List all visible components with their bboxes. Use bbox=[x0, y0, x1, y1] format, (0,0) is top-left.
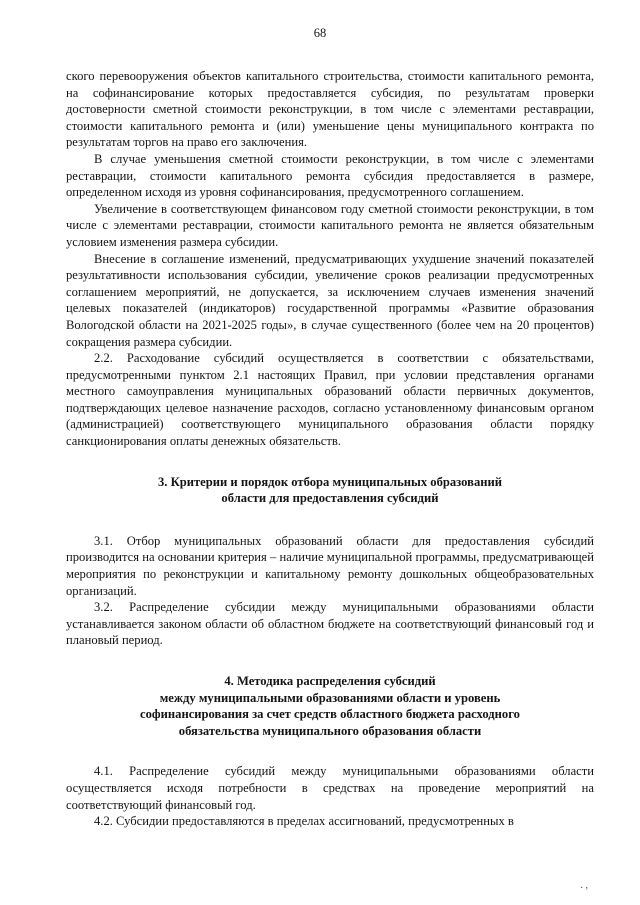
section-3-heading bbox=[66, 474, 594, 507]
section-4-title-line-4: обязательства муниципального образования области bbox=[178, 723, 482, 738]
scan-mark: . , bbox=[580, 880, 588, 891]
page-number: 68 bbox=[313, 26, 327, 40]
section-4-title-line-3: софинансирования за счет средств областного бюджета расходного bbox=[140, 707, 520, 722]
section-4-heading bbox=[66, 673, 594, 739]
section-3-title-line-1: 3. Критерии и порядок отбора муниципальных образований bbox=[157, 474, 503, 489]
paragraph-estimate-increase: Увеличение в соответствующем финансовом году сметной стоимости реконструкции, в том числе с элементами реставрации, стоимости капитального ремонта не является обязательным условием изменения размера субсидии. bbox=[66, 201, 594, 249]
paragraph-3-2: 3.2. Распределение субсидии между муниципальными образованиями области устанавливается законом области об областном бюджете на соответствующий финансовый год и плановый период. bbox=[66, 600, 594, 648]
paragraph-continuation: ского перевооружения объектов капитального строительства, стоимости капитального ремонта, на софинансирование которых предоставляется субсидия, по результатам проверки достоверности сметной стоимости реконструкции, в том числе с элементами реставрации, стоимости капитального ремонта и (или) уменьшение цены муниципального контракта по результатам торгов на право его заключения. bbox=[66, 69, 594, 150]
document-body bbox=[66, 68, 594, 830]
paragraph-2-2: 2.2. Расходование субсидий осуществляется в соответствии с обязательствами, предусмотренными пунктом 2.1 настоящих Правил, при условии представления органами местного самоуправления муниципальных образований области первичных документов, подтверждающих целевое назначение расходов, согласно установленному финансовым органом (администрацией) соответствующего муниципального образования области порядку санкционирования оплаты денежных обязательств. bbox=[66, 351, 594, 449]
paragraph-estimate-reduction: В случае уменьшения сметной стоимости реконструкции, в том числе с элементами реставрации, стоимости капитального ремонта субсидия предоставляется в размере, определенном исходя из уровня софинансирования, предусмотренного соглашением. bbox=[66, 151, 594, 200]
section-4-title-line-1: 4. Методика распределения субсидий bbox=[224, 674, 436, 688]
paragraph-agreement-changes: Внесение в соглашение изменений, предусматривающих ухудшение значений показателей результативности использования субсидии, увеличение сроков реализации предусмотренных соглашением мероприятий, не допускается, за исключением случаев изменения значений целевых показателей (индикаторов) государственной программы «Развитие образования Вологодской области на 2021-2025 годы», в случае существенного (более чем на 20 процентов) сокращения размера субсидии. bbox=[66, 251, 594, 349]
paragraph-4-2: 4.2. Субсидии предоставляются в пределах ассигнований, предусмотренных в bbox=[94, 814, 514, 829]
paragraph-4-1: 4.1. Распределение субсидий между муниципальными образованиями области осуществляется исходя потребности в средствах на проведение мероприятий на соответствующий финансовый год. bbox=[66, 764, 594, 812]
section-3-title-line-2: области для предоставления субсидий bbox=[221, 491, 439, 506]
section-4-title-line-2: между муниципальными образованиями области и уровень bbox=[159, 690, 501, 705]
paragraph-3-1: 3.1. Отбор муниципальных образований области для предоставления субсидий производится на основании критерия – наличие муниципальной программы, предусматривающей мероприятия по реконструкции и капитальному ремонту дошкольных общеобразовательных организаций. bbox=[66, 533, 594, 598]
